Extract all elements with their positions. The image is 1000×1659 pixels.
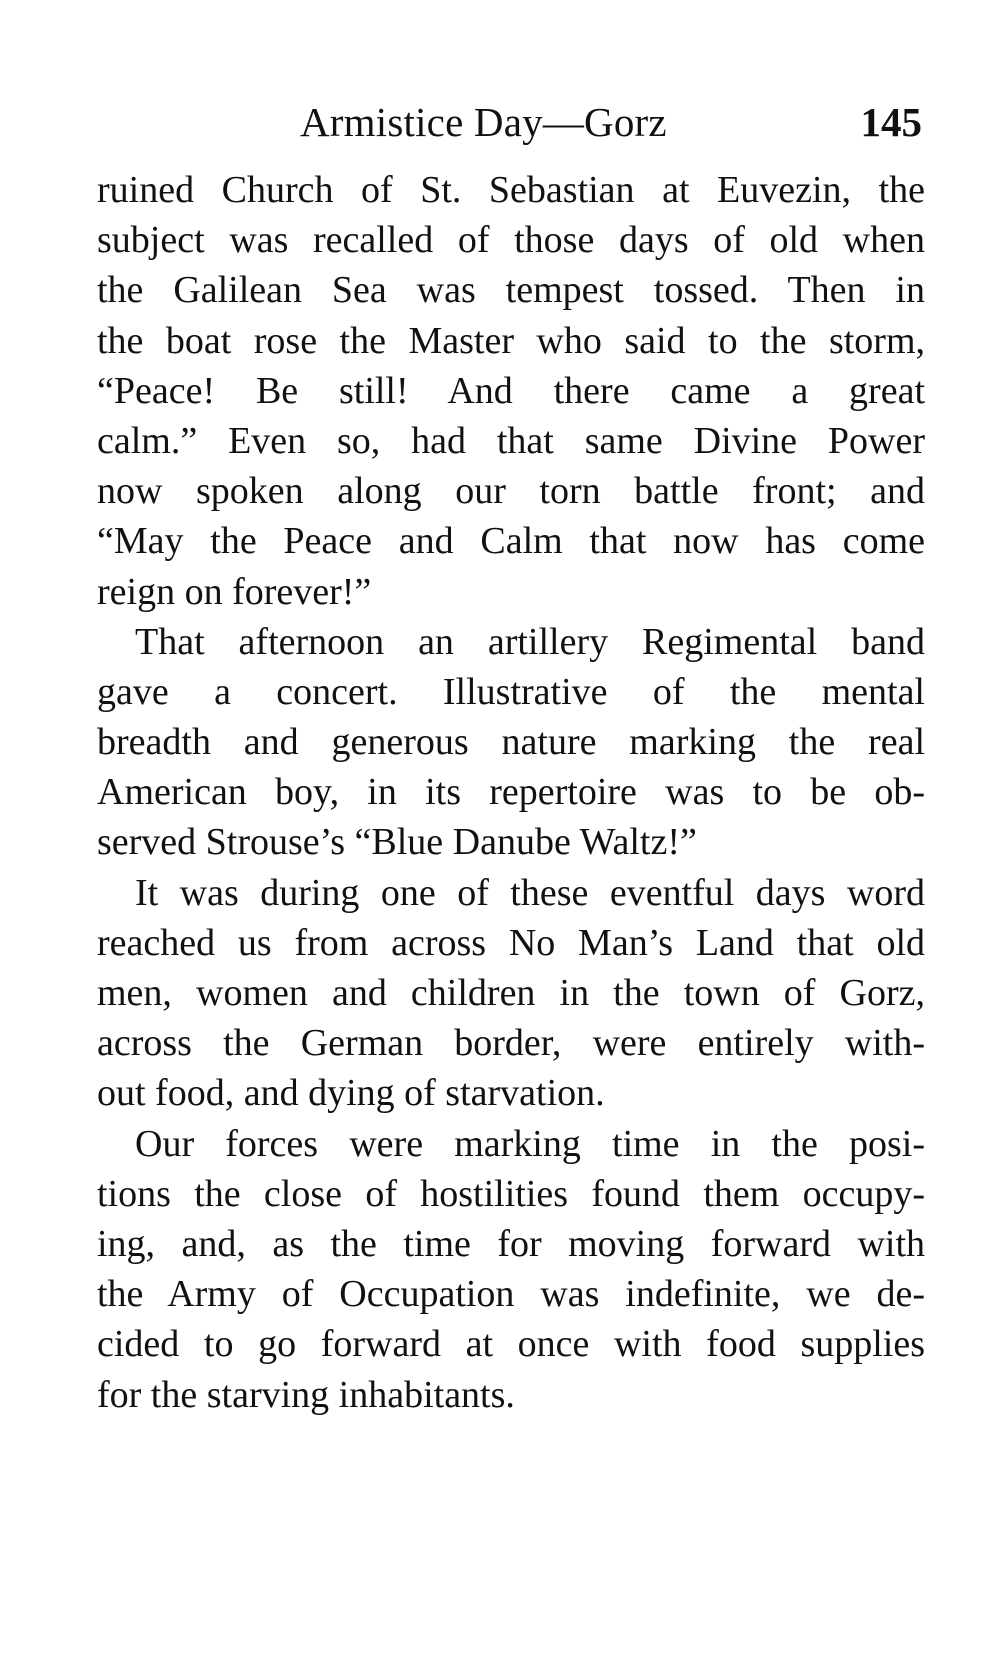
text-line: tions the close of hostilities found them occupy- bbox=[97, 1172, 925, 1215]
paragraph bbox=[97, 165, 925, 617]
running-header bbox=[0, 92, 1000, 152]
text-line: Our forces were marking time in the posi- bbox=[135, 1122, 925, 1165]
paragraph bbox=[97, 1119, 925, 1420]
paragraph bbox=[97, 617, 925, 868]
text-line: American boy, in its repertoire was to be ob- bbox=[97, 771, 925, 814]
text-line: men, women and children in the town of Gorz, bbox=[97, 972, 925, 1014]
text-line: It was during one of these eventful days word bbox=[135, 871, 925, 914]
text-line: “May the Peace and Calm that now has come bbox=[97, 520, 925, 563]
text-line: cided to go forward at once with food supplies bbox=[97, 1323, 925, 1366]
text-line: the Army of Occupation was indefinite, we de- bbox=[97, 1273, 925, 1316]
text-line: calm.” Even so, had that same Divine Power bbox=[97, 419, 925, 462]
text-line: reign on forever!” bbox=[97, 570, 372, 613]
text-line: the boat rose the Master who said to the storm, bbox=[97, 319, 925, 362]
paragraph bbox=[97, 868, 925, 1119]
text-line: ruined Church of St. Sebastian at Euvezin, the bbox=[97, 169, 925, 211]
text-line: “Peace! Be still! And there came a great bbox=[97, 369, 925, 412]
text-line: served Strouse’s “Blue Danube Waltz!” bbox=[97, 821, 697, 864]
text-line: across the German border, were entirely with- bbox=[97, 1022, 925, 1065]
text-line: for the starving inhabitants. bbox=[97, 1373, 515, 1416]
text-line: subject was recalled of those days of old when bbox=[97, 219, 925, 262]
text-line: That afternoon an artillery Regimental band bbox=[135, 620, 925, 663]
text-line: reached us from across No Man’s Land that old bbox=[97, 921, 925, 964]
chapter-title: Armistice Day—Gorz bbox=[300, 99, 667, 145]
text-line: breadth and generous nature marking the real bbox=[97, 721, 925, 764]
text-line: out food, and dying of starvation. bbox=[97, 1072, 605, 1115]
text-line: ing, and, as the time for moving forward with bbox=[97, 1222, 925, 1265]
body-text bbox=[97, 165, 925, 1420]
text-line: gave a concert. Illustrative of the mental bbox=[97, 670, 925, 713]
text-line: the Galilean Sea was tempest tossed. Then in bbox=[97, 269, 925, 312]
page-number: 145 bbox=[860, 99, 922, 145]
text-line: now spoken along our torn battle front; and bbox=[97, 470, 925, 513]
